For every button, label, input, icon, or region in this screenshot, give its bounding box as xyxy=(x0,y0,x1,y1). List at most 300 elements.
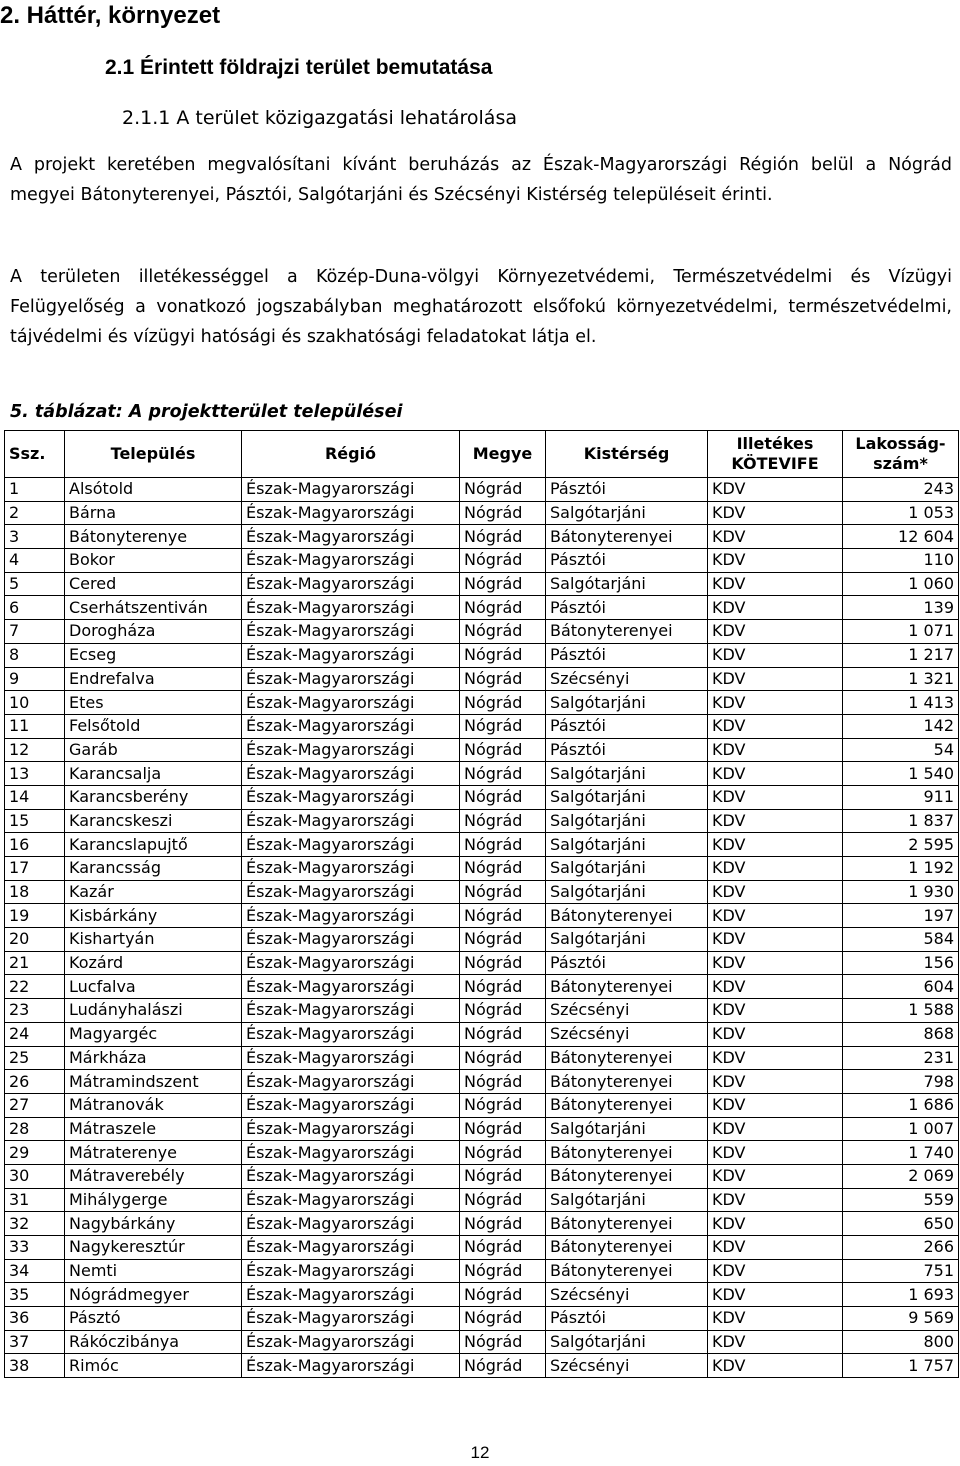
cell-kisterseg: Szécsényi xyxy=(546,1022,708,1046)
cell-lakossag: 798 xyxy=(843,1070,959,1094)
cell-ssz: 32 xyxy=(5,1212,65,1236)
cell-telepules: Rákóczibánya xyxy=(65,1330,242,1354)
cell-ssz: 15 xyxy=(5,809,65,833)
cell-regio: Észak-Magyarországi xyxy=(242,1283,460,1307)
cell-lakossag: 54 xyxy=(843,738,959,762)
table-row xyxy=(5,999,959,1023)
cell-megye: Nógrád xyxy=(460,951,546,975)
cell-telepules: Rimóc xyxy=(65,1354,242,1378)
cell-ssz: 21 xyxy=(5,951,65,975)
cell-illetekes: KDV xyxy=(708,1070,843,1094)
cell-megye: Nógrád xyxy=(460,833,546,857)
cell-regio: Észak-Magyarországi xyxy=(242,714,460,738)
page-number: 12 xyxy=(470,1443,490,1462)
cell-kisterseg: Bátonyterenyei xyxy=(546,1046,708,1070)
table-row xyxy=(5,596,959,620)
cell-lakossag: 1 693 xyxy=(843,1283,959,1307)
cell-telepules: Cered xyxy=(65,572,242,596)
cell-lakossag: 243 xyxy=(843,478,959,502)
cell-regio: Észak-Magyarországi xyxy=(242,738,460,762)
cell-kisterseg: Szécsényi xyxy=(546,999,708,1023)
cell-telepules: Karancskeszi xyxy=(65,809,242,833)
cell-kisterseg: Salgótarjáni xyxy=(546,928,708,952)
cell-regio: Észak-Magyarországi xyxy=(242,928,460,952)
cell-illetekes: KDV xyxy=(708,691,843,715)
header-illetekes-line1: Illetékes xyxy=(736,434,814,453)
cell-regio: Észak-Magyarországi xyxy=(242,999,460,1023)
cell-telepules: Mátraverebély xyxy=(65,1164,242,1188)
settlements-table xyxy=(4,430,959,1378)
cell-megye: Nógrád xyxy=(460,1283,546,1307)
cell-telepules: Bárna xyxy=(65,501,242,525)
cell-illetekes: KDV xyxy=(708,620,843,644)
table-row xyxy=(5,1164,959,1188)
table-row xyxy=(5,691,959,715)
table-row xyxy=(5,904,959,928)
cell-ssz: 30 xyxy=(5,1164,65,1188)
header-illetekes-line2: KÖTEVIFE xyxy=(731,454,819,473)
cell-lakossag: 2 595 xyxy=(843,833,959,857)
cell-regio: Észak-Magyarországi xyxy=(242,904,460,928)
cell-megye: Nógrád xyxy=(460,572,546,596)
cell-illetekes: KDV xyxy=(708,785,843,809)
cell-lakossag: 1 053 xyxy=(843,501,959,525)
cell-telepules: Nógrádmegyer xyxy=(65,1283,242,1307)
cell-lakossag: 231 xyxy=(843,1046,959,1070)
header-regio: Régió xyxy=(242,431,460,478)
cell-lakossag: 650 xyxy=(843,1212,959,1236)
cell-megye: Nógrád xyxy=(460,1330,546,1354)
cell-telepules: Endrefalva xyxy=(65,667,242,691)
table-row xyxy=(5,951,959,975)
cell-kisterseg: Bátonyterenyei xyxy=(546,904,708,928)
cell-ssz: 31 xyxy=(5,1188,65,1212)
cell-lakossag: 1 740 xyxy=(843,1141,959,1165)
cell-regio: Észak-Magyarországi xyxy=(242,975,460,999)
cell-megye: Nógrád xyxy=(460,1117,546,1141)
table-row xyxy=(5,667,959,691)
cell-regio: Észak-Magyarországi xyxy=(242,478,460,502)
table-row xyxy=(5,714,959,738)
cell-lakossag: 559 xyxy=(843,1188,959,1212)
cell-lakossag: 197 xyxy=(843,904,959,928)
cell-regio: Észak-Magyarországi xyxy=(242,667,460,691)
cell-telepules: Mátraterenye xyxy=(65,1141,242,1165)
cell-illetekes: KDV xyxy=(708,1164,843,1188)
cell-regio: Észak-Magyarországi xyxy=(242,785,460,809)
cell-kisterseg: Bátonyterenyei xyxy=(546,1164,708,1188)
cell-megye: Nógrád xyxy=(460,738,546,762)
subsubsection-heading: 2.1.1 A terület közigazgatási lehatárolása xyxy=(122,107,517,129)
cell-kisterseg: Salgótarjáni xyxy=(546,809,708,833)
table-row xyxy=(5,1188,959,1212)
cell-regio: Észak-Magyarországi xyxy=(242,1236,460,1260)
cell-ssz: 18 xyxy=(5,880,65,904)
table-row xyxy=(5,1283,959,1307)
cell-ssz: 24 xyxy=(5,1022,65,1046)
cell-ssz: 6 xyxy=(5,596,65,620)
cell-illetekes: KDV xyxy=(708,1093,843,1117)
cell-lakossag: 1 757 xyxy=(843,1354,959,1378)
cell-megye: Nógrád xyxy=(460,1236,546,1260)
cell-ssz: 2 xyxy=(5,501,65,525)
cell-illetekes: KDV xyxy=(708,833,843,857)
cell-illetekes: KDV xyxy=(708,1212,843,1236)
cell-telepules: Cserhátszentiván xyxy=(65,596,242,620)
cell-lakossag: 751 xyxy=(843,1259,959,1283)
cell-illetekes: KDV xyxy=(708,1283,843,1307)
cell-kisterseg: Pásztói xyxy=(546,714,708,738)
cell-telepules: Karancsalja xyxy=(65,762,242,786)
table-row xyxy=(5,478,959,502)
cell-telepules: Magyargéc xyxy=(65,1022,242,1046)
table-row xyxy=(5,1046,959,1070)
cell-ssz: 17 xyxy=(5,857,65,881)
cell-lakossag: 1 007 xyxy=(843,1117,959,1141)
cell-illetekes: KDV xyxy=(708,1141,843,1165)
cell-illetekes: KDV xyxy=(708,1236,843,1260)
cell-megye: Nógrád xyxy=(460,975,546,999)
table-row xyxy=(5,1022,959,1046)
cell-regio: Észak-Magyarországi xyxy=(242,809,460,833)
cell-regio: Észak-Magyarországi xyxy=(242,880,460,904)
table-row xyxy=(5,880,959,904)
cell-megye: Nógrád xyxy=(460,809,546,833)
cell-telepules: Karancsság xyxy=(65,857,242,881)
table-row xyxy=(5,1330,959,1354)
cell-kisterseg: Bátonyterenyei xyxy=(546,1236,708,1260)
cell-illetekes: KDV xyxy=(708,1022,843,1046)
cell-kisterseg: Bátonyterenyei xyxy=(546,1212,708,1236)
cell-regio: Észak-Magyarországi xyxy=(242,572,460,596)
cell-kisterseg: Bátonyterenyei xyxy=(546,1259,708,1283)
cell-megye: Nógrád xyxy=(460,1307,546,1331)
header-illetekes xyxy=(708,431,843,478)
table-row xyxy=(5,549,959,573)
cell-ssz: 4 xyxy=(5,549,65,573)
cell-illetekes: KDV xyxy=(708,999,843,1023)
cell-kisterseg: Bátonyterenyei xyxy=(546,1093,708,1117)
table-row xyxy=(5,620,959,644)
cell-lakossag: 1 321 xyxy=(843,667,959,691)
cell-regio: Észak-Magyarországi xyxy=(242,1164,460,1188)
cell-regio: Észak-Magyarországi xyxy=(242,1188,460,1212)
cell-kisterseg: Szécsényi xyxy=(546,1283,708,1307)
cell-telepules: Pásztó xyxy=(65,1307,242,1331)
header-megye: Megye xyxy=(460,431,546,478)
cell-lakossag: 604 xyxy=(843,975,959,999)
cell-telepules: Ecseg xyxy=(65,643,242,667)
cell-kisterseg: Pásztói xyxy=(546,549,708,573)
cell-ssz: 8 xyxy=(5,643,65,667)
cell-telepules: Karancsberény xyxy=(65,785,242,809)
cell-ssz: 37 xyxy=(5,1330,65,1354)
cell-megye: Nógrád xyxy=(460,1046,546,1070)
header-lakossag-line2: szám* xyxy=(873,454,928,473)
cell-regio: Észak-Magyarországi xyxy=(242,620,460,644)
cell-kisterseg: Salgótarjáni xyxy=(546,501,708,525)
table-row xyxy=(5,809,959,833)
cell-telepules: Nemti xyxy=(65,1259,242,1283)
cell-megye: Nógrád xyxy=(460,999,546,1023)
table-row xyxy=(5,1259,959,1283)
cell-illetekes: KDV xyxy=(708,478,843,502)
cell-regio: Észak-Magyarországi xyxy=(242,1046,460,1070)
cell-ssz: 3 xyxy=(5,525,65,549)
cell-lakossag: 1 588 xyxy=(843,999,959,1023)
cell-regio: Észak-Magyarországi xyxy=(242,857,460,881)
cell-illetekes: KDV xyxy=(708,1188,843,1212)
cell-regio: Észak-Magyarországi xyxy=(242,1354,460,1378)
cell-lakossag: 139 xyxy=(843,596,959,620)
cell-megye: Nógrád xyxy=(460,857,546,881)
header-ssz: Ssz. xyxy=(5,431,65,478)
cell-lakossag: 1 540 xyxy=(843,762,959,786)
table-caption: 5. táblázat: A projektterület települései xyxy=(10,402,403,422)
cell-telepules: Bátonyterenye xyxy=(65,525,242,549)
cell-telepules: Dorogháza xyxy=(65,620,242,644)
cell-ssz: 1 xyxy=(5,478,65,502)
cell-lakossag: 1 060 xyxy=(843,572,959,596)
cell-megye: Nógrád xyxy=(460,785,546,809)
subsection-heading: 2.1 Érintett földrajzi terület bemutatása xyxy=(105,56,493,79)
table-row xyxy=(5,1354,959,1378)
table-row xyxy=(5,785,959,809)
cell-ssz: 33 xyxy=(5,1236,65,1260)
cell-telepules: Mihálygerge xyxy=(65,1188,242,1212)
table-row xyxy=(5,1070,959,1094)
cell-regio: Észak-Magyarországi xyxy=(242,1259,460,1283)
cell-illetekes: KDV xyxy=(708,1307,843,1331)
cell-regio: Észak-Magyarországi xyxy=(242,691,460,715)
cell-ssz: 5 xyxy=(5,572,65,596)
cell-megye: Nógrád xyxy=(460,643,546,667)
cell-kisterseg: Salgótarjáni xyxy=(546,833,708,857)
table-row xyxy=(5,738,959,762)
cell-illetekes: KDV xyxy=(708,549,843,573)
cell-ssz: 7 xyxy=(5,620,65,644)
cell-kisterseg: Salgótarjáni xyxy=(546,857,708,881)
cell-regio: Észak-Magyarországi xyxy=(242,549,460,573)
cell-illetekes: KDV xyxy=(708,714,843,738)
cell-telepules: Mátramindszent xyxy=(65,1070,242,1094)
cell-ssz: 12 xyxy=(5,738,65,762)
header-telepules: Település xyxy=(65,431,242,478)
cell-megye: Nógrád xyxy=(460,714,546,738)
cell-kisterseg: Salgótarjáni xyxy=(546,785,708,809)
cell-kisterseg: Bátonyterenyei xyxy=(546,525,708,549)
cell-illetekes: KDV xyxy=(708,738,843,762)
cell-illetekes: KDV xyxy=(708,857,843,881)
cell-megye: Nógrád xyxy=(460,549,546,573)
cell-regio: Észak-Magyarországi xyxy=(242,951,460,975)
cell-illetekes: KDV xyxy=(708,1117,843,1141)
cell-illetekes: KDV xyxy=(708,667,843,691)
cell-kisterseg: Bátonyterenyei xyxy=(546,620,708,644)
cell-ssz: 38 xyxy=(5,1354,65,1378)
cell-lakossag: 266 xyxy=(843,1236,959,1260)
cell-illetekes: KDV xyxy=(708,596,843,620)
section-heading: 2. Háttér, környezet xyxy=(0,2,221,29)
cell-illetekes: KDV xyxy=(708,975,843,999)
cell-telepules: Kishartyán xyxy=(65,928,242,952)
cell-lakossag: 1 837 xyxy=(843,809,959,833)
intro-paragraph: A projekt keretében megvalósítani kívánt beruházás az Észak-Magyarországi Régión belül a Nógrád megyei Bátonyterenyei, Pásztói, Salgótarjáni és Szécsényi Kistérség településeit érinti. xyxy=(10,155,952,205)
cell-megye: Nógrád xyxy=(460,691,546,715)
cell-telepules: Kazár xyxy=(65,880,242,904)
cell-megye: Nógrád xyxy=(460,596,546,620)
cell-kisterseg: Pásztói xyxy=(546,951,708,975)
table-row xyxy=(5,525,959,549)
cell-illetekes: KDV xyxy=(708,525,843,549)
cell-illetekes: KDV xyxy=(708,1259,843,1283)
cell-megye: Nógrád xyxy=(460,762,546,786)
cell-megye: Nógrád xyxy=(460,478,546,502)
cell-kisterseg: Pásztói xyxy=(546,478,708,502)
cell-megye: Nógrád xyxy=(460,1259,546,1283)
cell-ssz: 10 xyxy=(5,691,65,715)
cell-lakossag: 800 xyxy=(843,1330,959,1354)
header-lakossag xyxy=(843,431,959,478)
cell-ssz: 19 xyxy=(5,904,65,928)
cell-telepules: Ludányhalászi xyxy=(65,999,242,1023)
cell-ssz: 35 xyxy=(5,1283,65,1307)
cell-kisterseg: Szécsényi xyxy=(546,1354,708,1378)
cell-telepules: Mátraszele xyxy=(65,1117,242,1141)
cell-ssz: 20 xyxy=(5,928,65,952)
cell-illetekes: KDV xyxy=(708,809,843,833)
table-row xyxy=(5,1117,959,1141)
table-row xyxy=(5,1093,959,1117)
cell-megye: Nógrád xyxy=(460,928,546,952)
cell-regio: Észak-Magyarországi xyxy=(242,1212,460,1236)
cell-regio: Észak-Magyarországi xyxy=(242,1093,460,1117)
cell-kisterseg: Szécsényi xyxy=(546,667,708,691)
cell-kisterseg: Salgótarjáni xyxy=(546,1188,708,1212)
cell-telepules: Bokor xyxy=(65,549,242,573)
cell-megye: Nógrád xyxy=(460,525,546,549)
cell-regio: Észak-Magyarországi xyxy=(242,762,460,786)
cell-regio: Észak-Magyarországi xyxy=(242,1022,460,1046)
cell-megye: Nógrád xyxy=(460,880,546,904)
cell-telepules: Felsőtold xyxy=(65,714,242,738)
cell-regio: Észak-Magyarországi xyxy=(242,1117,460,1141)
cell-ssz: 14 xyxy=(5,785,65,809)
table-row xyxy=(5,833,959,857)
cell-ssz: 29 xyxy=(5,1141,65,1165)
cell-megye: Nógrád xyxy=(460,1141,546,1165)
cell-regio: Észak-Magyarországi xyxy=(242,1330,460,1354)
cell-lakossag: 12 604 xyxy=(843,525,959,549)
cell-telepules: Mátranovák xyxy=(65,1093,242,1117)
cell-kisterseg: Salgótarjáni xyxy=(546,880,708,904)
cell-kisterseg: Pásztói xyxy=(546,643,708,667)
cell-regio: Észak-Magyarországi xyxy=(242,1070,460,1094)
table-header-row xyxy=(5,431,959,478)
cell-regio: Észak-Magyarországi xyxy=(242,643,460,667)
cell-lakossag: 868 xyxy=(843,1022,959,1046)
cell-ssz: 9 xyxy=(5,667,65,691)
cell-regio: Észak-Magyarországi xyxy=(242,833,460,857)
cell-megye: Nógrád xyxy=(460,620,546,644)
cell-illetekes: KDV xyxy=(708,643,843,667)
cell-lakossag: 2 069 xyxy=(843,1164,959,1188)
cell-lakossag: 1 413 xyxy=(843,691,959,715)
table-row xyxy=(5,975,959,999)
cell-kisterseg: Salgótarjáni xyxy=(546,1117,708,1141)
cell-ssz: 27 xyxy=(5,1093,65,1117)
cell-illetekes: KDV xyxy=(708,951,843,975)
cell-megye: Nógrád xyxy=(460,1022,546,1046)
cell-ssz: 34 xyxy=(5,1259,65,1283)
cell-lakossag: 110 xyxy=(843,549,959,573)
cell-illetekes: KDV xyxy=(708,1354,843,1378)
cell-ssz: 22 xyxy=(5,975,65,999)
cell-telepules: Márkháza xyxy=(65,1046,242,1070)
cell-megye: Nógrád xyxy=(460,501,546,525)
cell-ssz: 26 xyxy=(5,1070,65,1094)
cell-kisterseg: Pásztói xyxy=(546,596,708,620)
table-row xyxy=(5,1307,959,1331)
cell-megye: Nógrád xyxy=(460,904,546,928)
cell-illetekes: KDV xyxy=(708,762,843,786)
cell-ssz: 11 xyxy=(5,714,65,738)
cell-megye: Nógrád xyxy=(460,1212,546,1236)
cell-lakossag: 1 217 xyxy=(843,643,959,667)
header-kisterseg: Kistérség xyxy=(546,431,708,478)
cell-illetekes: KDV xyxy=(708,572,843,596)
cell-telepules: Nagybárkány xyxy=(65,1212,242,1236)
cell-regio: Észak-Magyarországi xyxy=(242,525,460,549)
cell-kisterseg: Salgótarjáni xyxy=(546,691,708,715)
cell-ssz: 28 xyxy=(5,1117,65,1141)
cell-lakossag: 911 xyxy=(843,785,959,809)
cell-ssz: 13 xyxy=(5,762,65,786)
table-row xyxy=(5,928,959,952)
cell-illetekes: KDV xyxy=(708,1330,843,1354)
cell-kisterseg: Pásztói xyxy=(546,738,708,762)
cell-kisterseg: Salgótarjáni xyxy=(546,1330,708,1354)
cell-lakossag: 9 569 xyxy=(843,1307,959,1331)
cell-kisterseg: Salgótarjáni xyxy=(546,762,708,786)
cell-megye: Nógrád xyxy=(460,1354,546,1378)
cell-telepules: Garáb xyxy=(65,738,242,762)
cell-telepules: Karancslapujtő xyxy=(65,833,242,857)
cell-ssz: 25 xyxy=(5,1046,65,1070)
cell-lakossag: 1 192 xyxy=(843,857,959,881)
table-row xyxy=(5,501,959,525)
table-row xyxy=(5,643,959,667)
cell-kisterseg: Salgótarjáni xyxy=(546,572,708,596)
table-row xyxy=(5,1236,959,1260)
authority-paragraph: A területen illetékességgel a Közép-Duna-völgyi Környezetvédemi, Természetvédelmi és Vízügyi Felügyelőség a vonatkozó jogszabályban meghatározott elsőfokú környezetvédelmi, természetvédelmi, tájvédelmi és vízügyi hatósági és szakhatósági feladatokat látja el. xyxy=(10,267,952,347)
cell-lakossag: 156 xyxy=(843,951,959,975)
cell-regio: Észak-Magyarországi xyxy=(242,501,460,525)
cell-regio: Észak-Magyarországi xyxy=(242,1307,460,1331)
cell-megye: Nógrád xyxy=(460,667,546,691)
cell-megye: Nógrád xyxy=(460,1188,546,1212)
cell-illetekes: KDV xyxy=(708,880,843,904)
cell-telepules: Alsótold xyxy=(65,478,242,502)
cell-lakossag: 1 686 xyxy=(843,1093,959,1117)
cell-ssz: 16 xyxy=(5,833,65,857)
cell-kisterseg: Bátonyterenyei xyxy=(546,1070,708,1094)
cell-kisterseg: Bátonyterenyei xyxy=(546,975,708,999)
cell-ssz: 36 xyxy=(5,1307,65,1331)
cell-illetekes: KDV xyxy=(708,904,843,928)
cell-telepules: Etes xyxy=(65,691,242,715)
cell-telepules: Lucfalva xyxy=(65,975,242,999)
